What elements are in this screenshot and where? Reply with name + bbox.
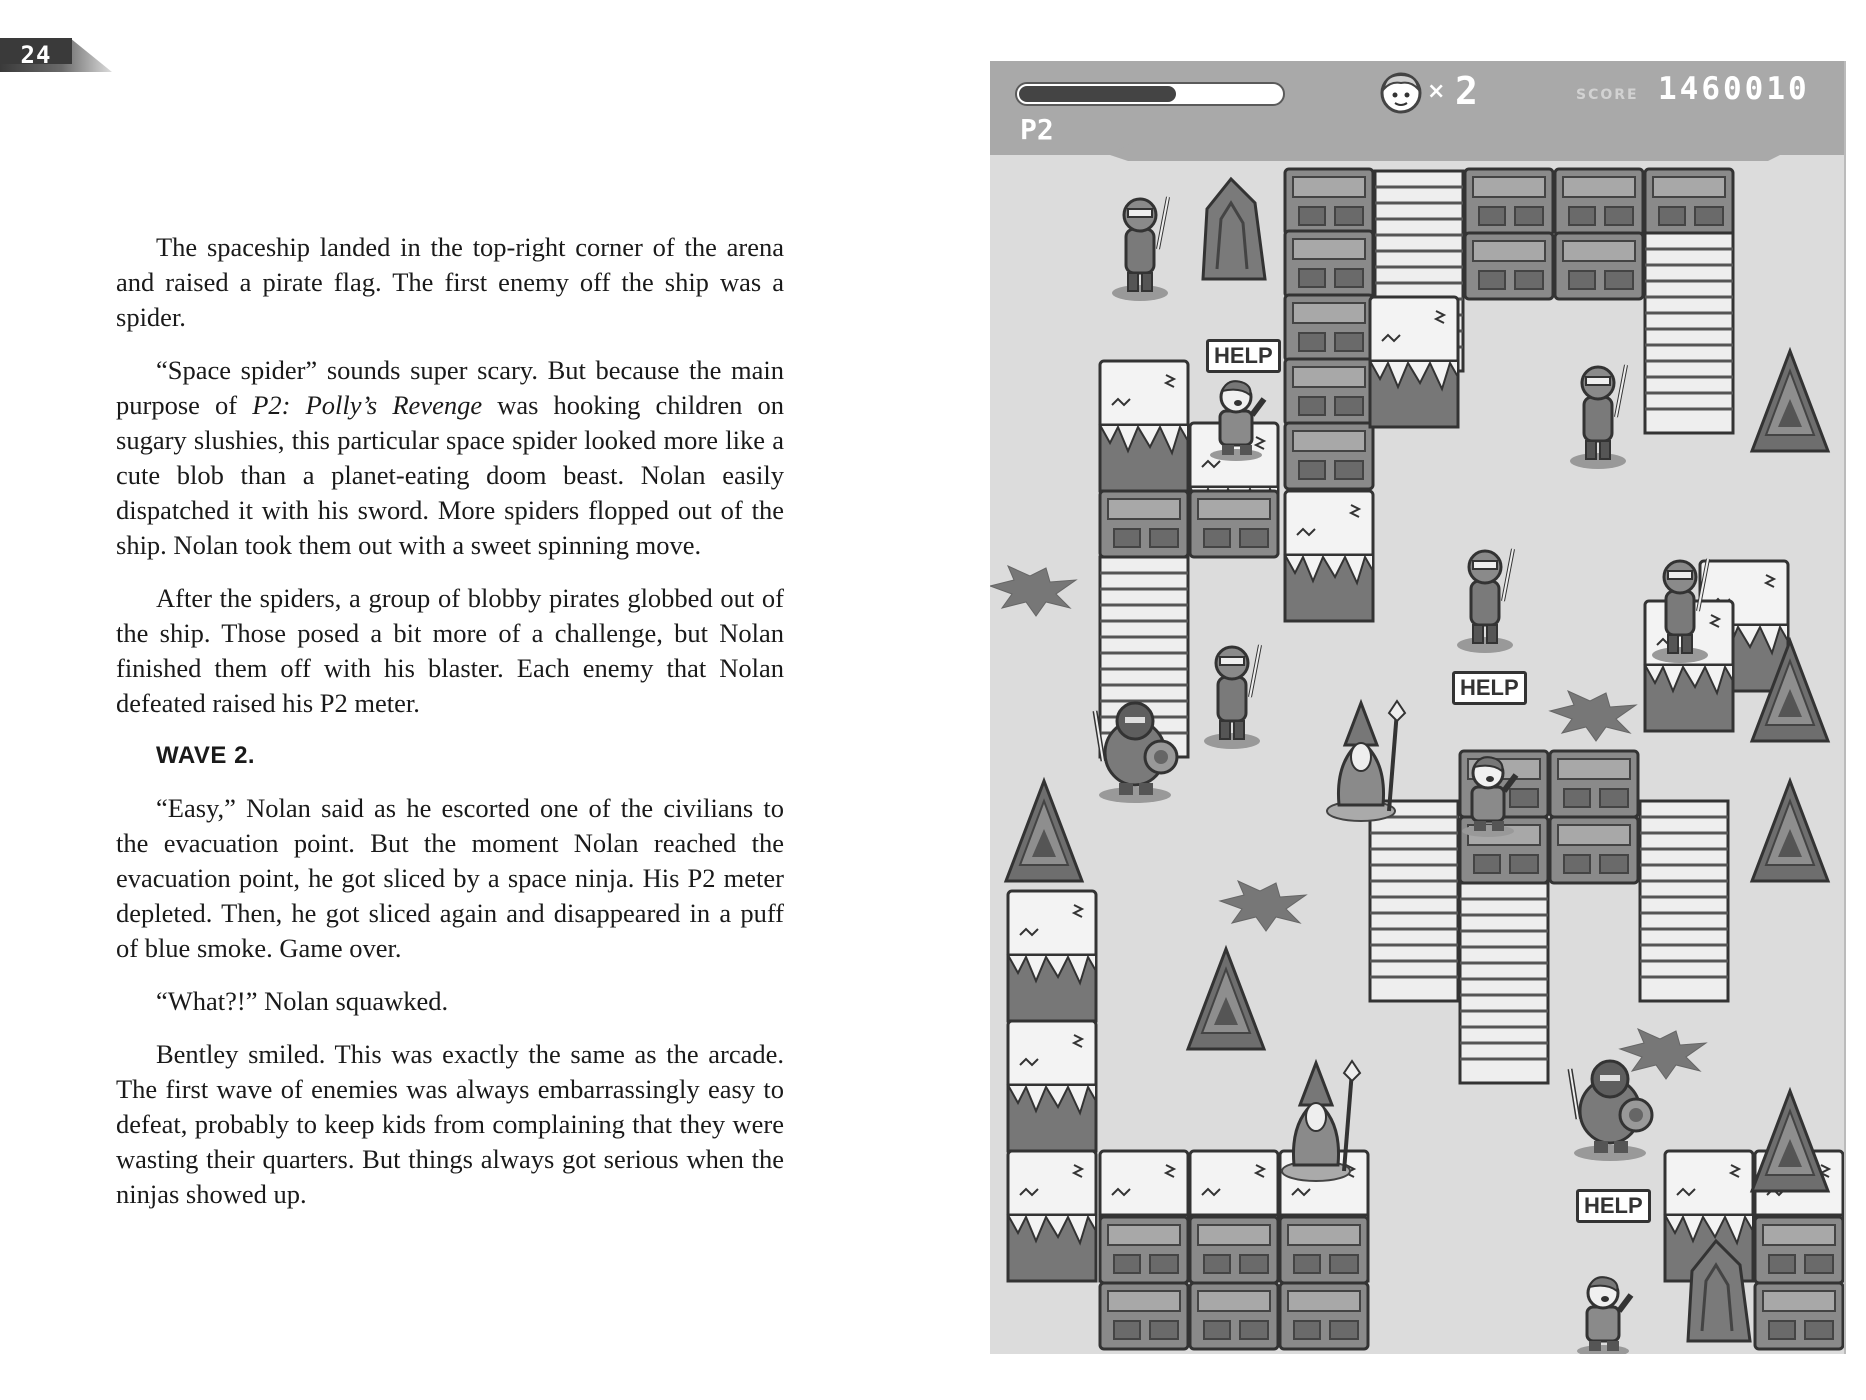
paragraph-5: “What?!” Nolan squawked. bbox=[156, 986, 449, 1016]
player-label: P2 bbox=[1020, 113, 1054, 146]
help-bubble: HELP bbox=[1206, 339, 1281, 373]
polly-face-icon bbox=[1375, 69, 1427, 115]
page-number: 24 bbox=[20, 41, 52, 69]
page-number-tab bbox=[0, 38, 112, 72]
paragraph-2 bbox=[116, 353, 784, 563]
health-bar-fill bbox=[1019, 86, 1176, 102]
lives-multiplier: × bbox=[1427, 79, 1446, 104]
health-bar bbox=[1014, 81, 1286, 109]
help-bubble: HELP bbox=[1452, 671, 1527, 705]
paragraph-2-start: “Space spider” sounds super scary. But because the main purpose of bbox=[116, 355, 784, 420]
body-text bbox=[116, 230, 784, 1230]
paragraph-6: Bentley smiled. This was exactly the same as the arcade. The first wave of enemies was always embarrassingly easy to defeat, probably to keep kids from complaining that they were wasting their quarters. But things always got serious when the ninjas showed up. bbox=[116, 1039, 784, 1209]
score-value: 1460010 bbox=[1658, 71, 1810, 107]
paragraph-2-end: was hooking children on sugary slushies, this particular space spider looked more like a cute blob than a planet-eating doom beast. Nolan easily dispatched it with his sword. More spiders flopped out of the ship. Nolan took them out with a sweet spinning move. bbox=[116, 390, 784, 560]
game-screenshot bbox=[990, 61, 1846, 1354]
game-arena bbox=[990, 161, 1844, 1354]
game-title-italic: P2: Polly’s Revenge bbox=[252, 390, 483, 420]
paragraph-4: “Easy,” Nolan said as he escorted one of the civilians to the evacuation point. But the moment Nolan reached the evacuation point, he got sliced by a space ninja. His P2 meter depleted. Then, he got sliced again and disappeared in a puff of blue smoke. Game over. bbox=[116, 793, 784, 963]
lives-count: 2 bbox=[1455, 69, 1478, 113]
score-label: SCORE bbox=[1576, 87, 1639, 103]
help-bubble: HELP bbox=[1576, 1189, 1651, 1223]
wave-heading: WAVE 2. bbox=[156, 742, 256, 769]
paragraph-1: The spaceship landed in the top-right corner of the arena and raised a pirate flag. The first enemy off the ship was a spider. bbox=[116, 232, 784, 332]
paragraph-3: After the spiders, a group of blobby pirates globbed out of the ship. Those posed a bit more of a challenge, but Nolan finished them off with his blaster. Each enemy that Nolan defeated raised his P2 meter. bbox=[116, 583, 784, 718]
